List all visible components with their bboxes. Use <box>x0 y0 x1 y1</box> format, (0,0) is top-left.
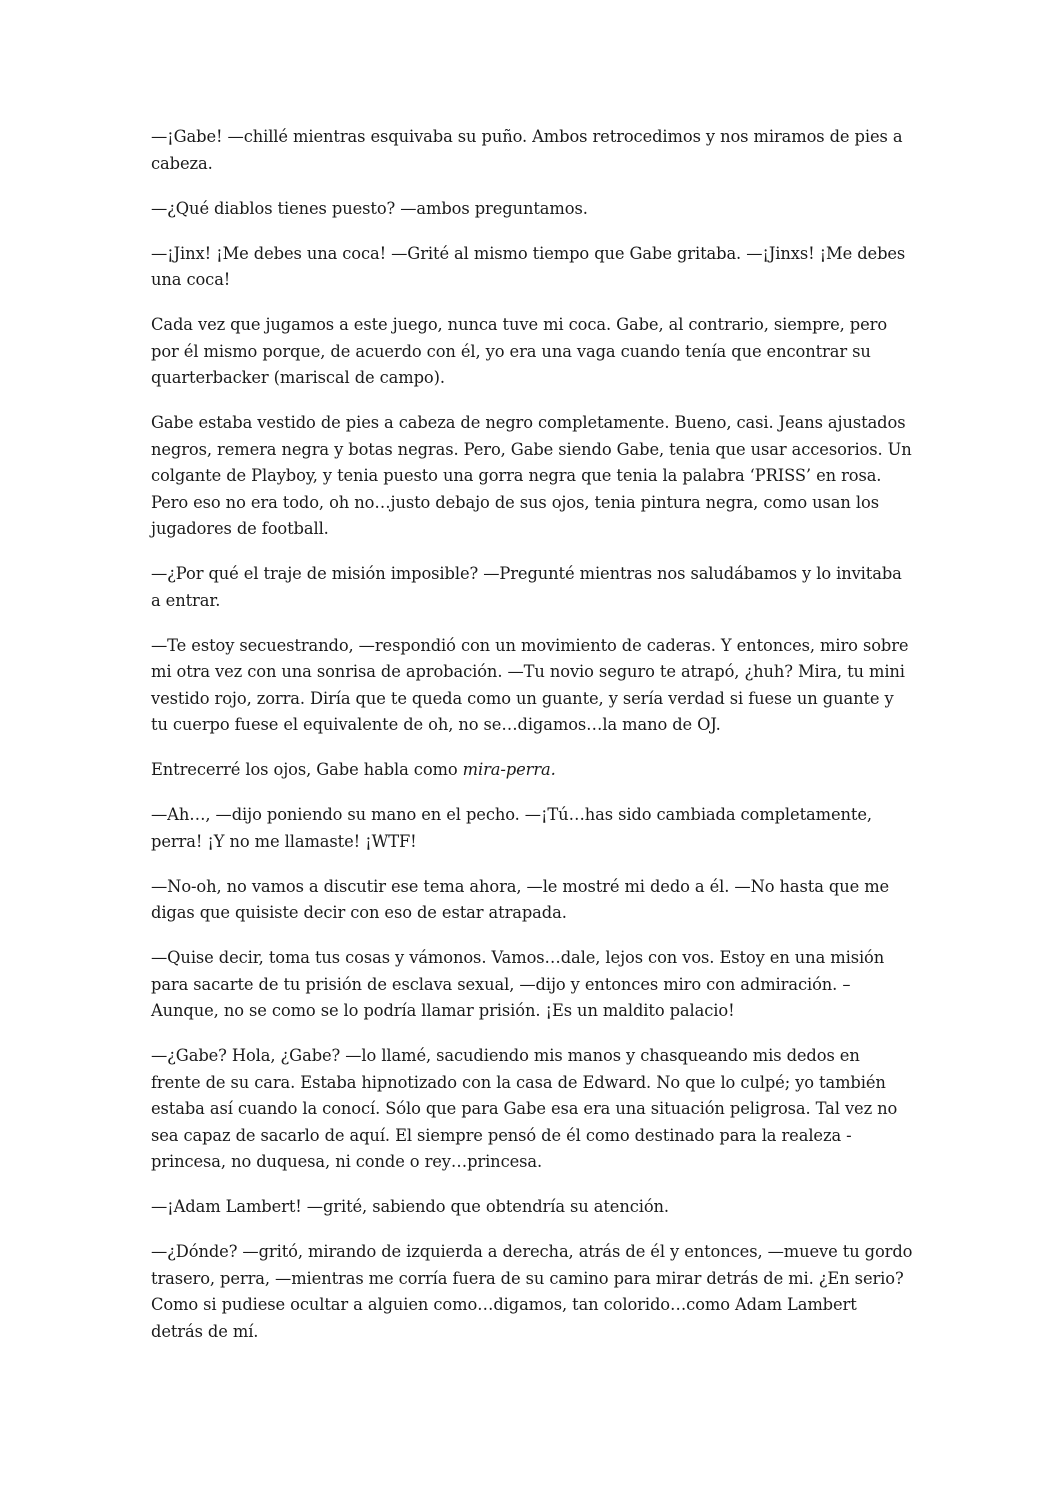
paragraph-14: —¿Dónde? —gritó, mirando de izquierda a derecha, atrás de él y entonces, —mueve tu gordo trasero, perra, —mientras me corría fuera de su camino para mirar detrás de mi. ¿En serio? Como si pudiese ocultar a alguien como…digamos, tan colorido…como Adam Lambert detrás de mí. <box>151 1242 913 1341</box>
paragraph-9: —Ah…, —dijo poniendo su mano en el pecho. —¡Tú…has sido cambiada completamente, perra! ¡Y no me llamaste! ¡WTF! <box>151 805 872 851</box>
italic-term: mira-perra. <box>462 760 556 779</box>
paragraph-1: —¡Gabe! —chillé mientras esquivaba su puño. Ambos retrocedimos y nos miramos de pies a cabeza. <box>151 127 903 173</box>
paragraph-7: —Te estoy secuestrando, —respondió con un movimiento de caderas. Y entonces, miro sobre mi otra vez con una sonrisa de aprobación. —Tu novio seguro te atrapó, ¿huh? Mira, tu mini vestido rojo, zorra. Diría que te queda como un guante, y sería verdad si fuese un guante y tu cuerpo fuese el equivalente de oh, no se…digamos…la mano de OJ. <box>151 635 909 734</box>
paragraph-4: Cada vez que jugamos a este juego, nunca tuve mi coca. Gabe, al contrario, siempre, pero por él mismo porque, de acuerdo con él, yo era una vaga cuando tenía que encontrar su quarterbacker (mariscal de campo). <box>151 315 888 387</box>
paragraph-3: —¡Jinx! ¡Me debes una coca! —Grité al mismo tiempo que Gabe gritaba. —¡Jinxs! ¡Me debes una coca! <box>151 243 906 289</box>
paragraph-12: —¿Gabe? Hola, ¿Gabe? —lo llamé, sacudiendo mis manos y chasqueando mis dedos en frente de su cara. Estaba hipnotizado con la casa de Edward. No que lo culpé; yo también estaba así cuando la conocí. Sólo que para Gabe esa era una situación peligrosa. Tal vez no sea capaz de sacarlo de aquí. El siempre pensó de él como destinado para la realeza -princesa, no duquesa, ni conde o rey…princesa. <box>151 1046 898 1171</box>
paragraph-5: Gabe estaba vestido de pies a cabeza de negro completamente. Bueno, casi. Jeans ajustados negros, remera negra y botas negras. Pero, Gabe siendo Gabe, tenia que usar accesorios. Un colgante de Playboy, y tenia puesto una gorra negra que tenia la palabra ‘PRISS’ en rosa. Pero eso no era todo, oh no…justo debajo de sus ojos, tenia pintura negra, como usan los jugadores de football. <box>151 413 912 538</box>
paragraph-6: —¿Por qué el traje de misión imposible? —Pregunté mientras nos saludábamos y lo invitaba a entrar. <box>151 564 902 610</box>
paragraph-11: —Quise decir, toma tus cosas y vámonos. Vamos…dale, lejos con vos. Estoy en una misión para sacarte de tu prisión de esclava sexual, —dijo y entonces miro con admiración. –Aunque, no se como se lo podría llamar prisión. ¡Es un maldito palacio! <box>151 948 885 1020</box>
paragraph-10: —No-oh, no vamos a discutir ese tema ahora, —le mostré mi dedo a él. —No hasta que me digas que quisiste decir con eso de estar atrapada. <box>151 876 890 922</box>
paragraph-13: —¡Adam Lambert! —grité, sabiendo que obtendría su atención. <box>151 1197 669 1216</box>
body-text <box>151 124 913 1364</box>
paragraph-2: —¿Qué diablos tienes puesto? —ambos preguntamos. <box>151 198 588 218</box>
paragraph-8: Entrecerré los ojos, Gabe habla como mira-perra. <box>151 760 556 779</box>
